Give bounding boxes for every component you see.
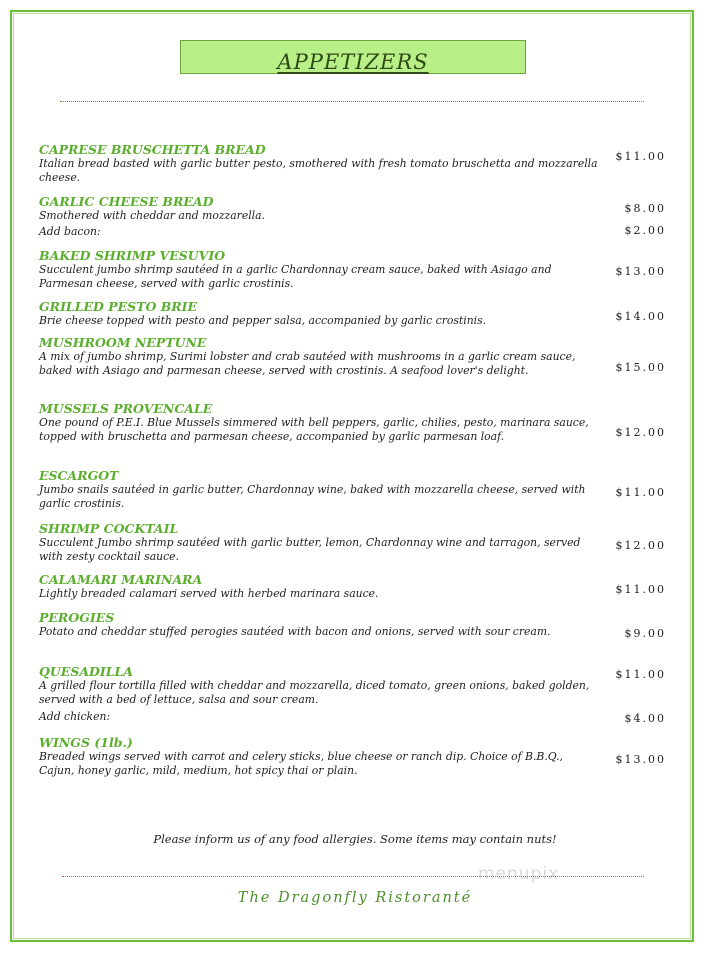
menu-item-name: SHRIMP COCKTAIL (39, 521, 179, 536)
menu-item-addon-label: Add chicken: (39, 710, 111, 723)
menu-item-description: A mix of jumbo shrimp, Surimi lobster and crab sautéed with mushrooms in a garlic cream sauce, baked with Asiago and parmesan cheese, served with crostinis. A seafood lover's delight. (39, 350, 576, 377)
menu-item-price: $13.00 (615, 265, 666, 278)
menu-item-name: PEROGIES (39, 610, 115, 625)
menu-item-description: Potato and cheddar stuffed perogies sautéed with bacon and onions, served with sour cream. (39, 625, 551, 638)
menu-item-description: Italian bread basted with garlic butter pesto, smothered with fresh tomato bruschetta and mozzarella cheese. (39, 157, 598, 184)
menu-item-price: $11.00 (615, 668, 666, 681)
menu-item-description: Succulent jumbo shrimp sautéed in a garlic Chardonnay cream sauce, baked with Asiago and Parmesan cheese, served with garlic crostinis. (39, 263, 552, 290)
menu-item-description: Jumbo snails sautéed in garlic butter, Chardonnay wine, baked with mozzarella cheese, served with garlic crostinis. (39, 483, 586, 510)
menu-item-description: A grilled flour tortilla filled with cheddar and mozzarella, diced tomato, green onions, baked golden, served with a bed of lettuce, salsa and sour cream. (39, 679, 590, 706)
bottom-divider (62, 876, 644, 877)
page-title: APPETIZERS (277, 50, 429, 74)
menu-item-price: $15.00 (615, 361, 666, 374)
menu-item-price: $11.00 (615, 486, 666, 499)
menu-item-addon-price: $2.00 (624, 224, 666, 237)
top-divider (60, 101, 644, 102)
menu-item-name: CALAMARI MARINARA (39, 572, 203, 587)
menu-item-description: Breaded wings served with carrot and celery sticks, blue cheese or ranch dip. Choice of B.B.Q., Cajun, honey garlic, mild, medium, hot spicy thai or plain. (39, 750, 563, 777)
menu-item-name: GRILLED PESTO BRIE (39, 299, 198, 314)
menu-item-name: ESCARGOT (39, 468, 119, 483)
menu-item-name: MUSSELS PROVENCALE (39, 401, 213, 416)
menu-item-price: $12.00 (615, 539, 666, 552)
menu-item-addon-label: Add bacon: (39, 225, 101, 238)
menu-item-description: Brie cheese topped with pesto and pepper salsa, accompanied by garlic crostinis. (39, 314, 487, 327)
menu-item-description: Lightly breaded calamari served with herbed marinara sauce. (39, 587, 379, 600)
watermark: menupix (478, 864, 560, 884)
menu-item-description: One pound of P.E.I. Blue Mussels simmered with bell peppers, garlic, chilies, pesto, marinara sauce, topped with bruschetta and parmesan cheese, accompanied by garlic parmesan loaf. (39, 416, 589, 443)
title-banner (180, 40, 526, 74)
menu-item-price: $13.00 (615, 753, 666, 766)
menu-item-price: $9.00 (624, 627, 666, 640)
menu-item-name: QUESADILLA (39, 664, 134, 679)
menu-item-name: MUSHROOM NEPTUNE (39, 335, 207, 350)
menu-item-addon-price: $4.00 (624, 712, 666, 725)
menu-item-price: $8.00 (624, 202, 666, 215)
menu-item-price: $14.00 (615, 310, 666, 323)
menu-item-name: CAPRESE BRUSCHETTA BREAD (39, 142, 266, 157)
restaurant-name: The Dragonfly Ristoranté (237, 890, 473, 906)
allergy-note: Please inform us of any food allergies. Some items may contain nuts! (153, 832, 557, 846)
menu-item-price: $11.00 (615, 150, 666, 163)
menu-item-price: $12.00 (615, 426, 666, 439)
menu-item-name: BAKED SHRIMP VESUVIO (39, 248, 226, 263)
menu-item-description: Smothered with cheddar and mozzarella. (39, 209, 265, 222)
menu-item-name: WINGS (1lb.) (39, 735, 133, 750)
menu-item-price: $11.00 (615, 583, 666, 596)
menu-item-description: Succulent Jumbo shrimp sautéed with garlic butter, lemon, Chardonnay wine and tarragon, served with zesty cocktail sauce. (39, 536, 581, 563)
menu-item-name: GARLIC CHEESE BREAD (39, 194, 214, 209)
